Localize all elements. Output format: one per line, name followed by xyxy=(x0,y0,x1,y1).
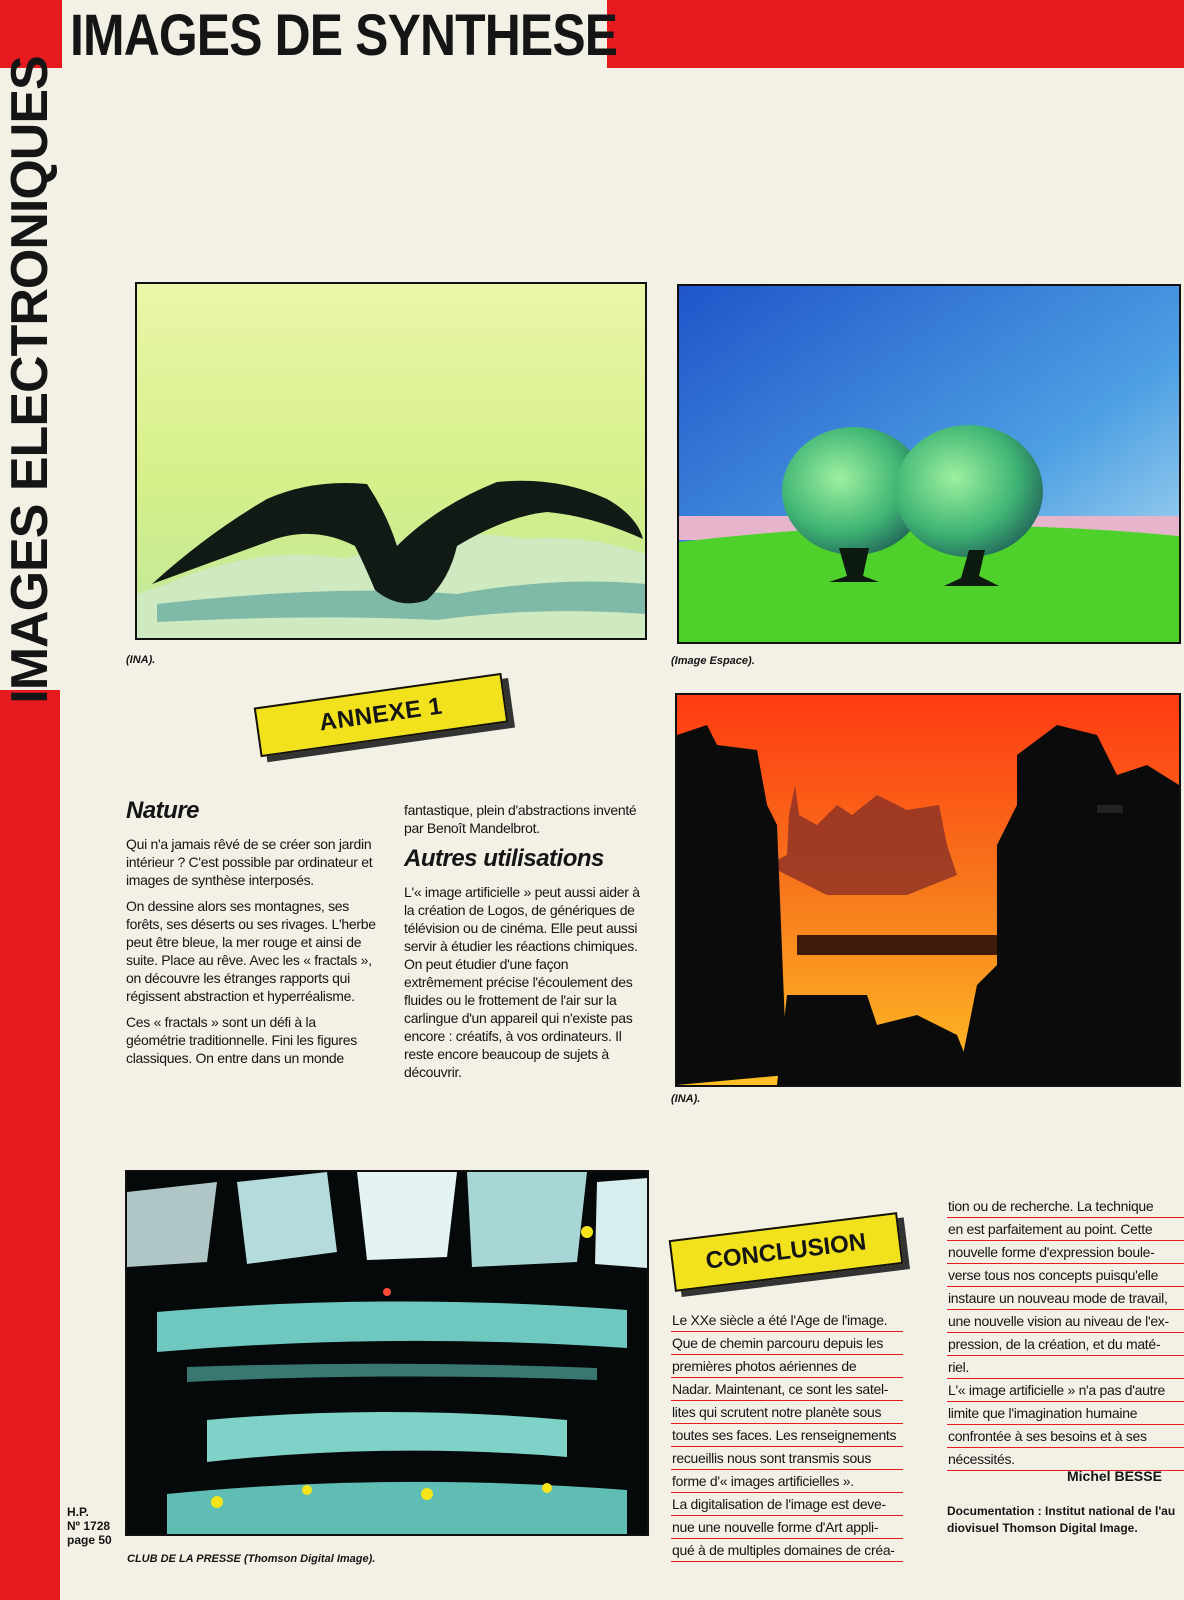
photo-city-caption: (INA). xyxy=(671,1093,701,1105)
conclusion-line: pression, de la création, et du maté- xyxy=(947,1333,1184,1356)
conclusion-line: confrontée à ses besoins et à ses xyxy=(947,1425,1184,1448)
conclusion-banner xyxy=(669,1212,904,1292)
conclusion-line: en est parfaitement au point. Cette xyxy=(947,1218,1184,1241)
nature-heading: Nature xyxy=(126,797,200,824)
page-number: page 50 xyxy=(67,1533,112,1547)
page-title: IMAGES DE SYNTHESE xyxy=(70,3,618,68)
side-title: IMAGES ELECTRONIQUES xyxy=(1,56,59,704)
photo-trees-caption: (Image Espace). xyxy=(671,655,755,667)
conclusion-line: La digitalisation de l'image est deve- xyxy=(671,1493,903,1516)
nature-paragraph-2: On dessine alors ses montagnes, ses forêts, ses déserts ou ses rivages. L'herbe peut être bleue, la mer rouge et ainsi de suite. Place au rêve. Avec les « fractals », on découvre les étranges rapports qui régissent abstraction et hyperréalisme. xyxy=(126,898,376,1004)
conclusion-banner-label: CONCLUSION xyxy=(704,1228,868,1275)
conclusion-line: nue une nouvelle forme d'Art appli- xyxy=(671,1516,903,1539)
autres-heading: Autres utilisations xyxy=(404,845,604,872)
conclusion-column-2 xyxy=(947,1195,1184,1471)
photo-video-caption: CLUB DE LA PRESSE (Thomson Digital Image). xyxy=(127,1553,376,1565)
documentation-line: diovisuel Thomson Digital Image. xyxy=(947,1521,1138,1535)
photo-trees xyxy=(677,284,1181,644)
conclusion-line: lites qui scrutent notre planète sous xyxy=(671,1401,903,1424)
conclusion-line: forme d'« images artificielles ». xyxy=(671,1470,903,1493)
issue-number: Nº 1728 xyxy=(67,1519,111,1533)
photo-city xyxy=(675,693,1181,1087)
conclusion-line: Le XXe siècle a été l'Age de l'image. xyxy=(671,1309,903,1332)
conclusion-line: qué à de multiples domaines de créa- xyxy=(671,1539,903,1562)
nature-paragraph-3-continued: fantastique, plein d'abstractions inventé par Benoît Mandelbrot. xyxy=(404,802,637,836)
conclusion-line: recueillis nous sont transmis sous xyxy=(671,1447,903,1470)
nature-paragraph-3: Ces « fractals » sont un défi à la géométrie traditionnelle. Fini les figures classiques. On entre dans un monde xyxy=(126,1014,357,1066)
photo-bird xyxy=(135,282,647,640)
annexe-column-right xyxy=(404,801,644,1089)
conclusion-line: limite que l'imagination humaine xyxy=(947,1402,1184,1425)
conclusion-line: verse tous nos concepts puisqu'elle xyxy=(947,1264,1184,1287)
conclusion-line: une nouvelle vision au niveau de l'ex- xyxy=(947,1310,1184,1333)
conclusion-line: Nadar. Maintenant, ce sont les satel- xyxy=(671,1378,903,1401)
author-signature: Michel BESSE xyxy=(1067,1468,1162,1484)
photo-video-title xyxy=(125,1170,649,1536)
page-reference xyxy=(67,1505,112,1547)
conclusion-line: Que de chemin parcouru depuis les xyxy=(671,1332,903,1355)
autres-paragraph-1: L'« image artificielle » peut aussi aider à la création de Logos, de génériques de télévision ou de cinéma. Elle peut aussi servir à étudier les réactions chimiques. On peut étudier d'une façon extrêmement précise l'écoulement des fluides ou le frottement de l'air sur la carlingue d'un appareil qui n'existe pas encore : créatifs, à vos ordinateurs. Il reste encore beaucoup de sujets à découvrir. xyxy=(404,884,640,1080)
conclusion-line: premières photos aériennes de xyxy=(671,1355,903,1378)
conclusion-line: toutes ses faces. Les renseignements xyxy=(671,1424,903,1447)
annexe-banner xyxy=(254,673,509,757)
annexe-banner-label: ANNEXE 1 xyxy=(317,692,445,737)
conclusion-column-1 xyxy=(671,1309,903,1562)
conclusion-line: L'« image artificielle » n'a pas d'autre xyxy=(947,1379,1184,1402)
conclusion-line: nouvelle forme d'expression boule- xyxy=(947,1241,1184,1264)
documentation-credit xyxy=(947,1503,1184,1537)
conclusion-line: nécessités. xyxy=(947,1448,1184,1471)
documentation-line: Documentation : Institut national de l'au xyxy=(947,1504,1176,1518)
conclusion-line: tion ou de recherche. La technique xyxy=(947,1195,1184,1218)
conclusion-line: instaure un nouveau mode de travail, xyxy=(947,1287,1184,1310)
annexe-column-left xyxy=(126,797,376,1075)
nature-paragraph-1: Qui n'a jamais rêvé de se créer son jardin intérieur ? C'est possible par ordinateur et images de synthèse interposés. xyxy=(126,836,373,888)
conclusion-line: riel. xyxy=(947,1356,1184,1379)
photo-bird-caption: (INA). xyxy=(126,654,156,666)
magazine-name: H.P. xyxy=(67,1505,89,1519)
